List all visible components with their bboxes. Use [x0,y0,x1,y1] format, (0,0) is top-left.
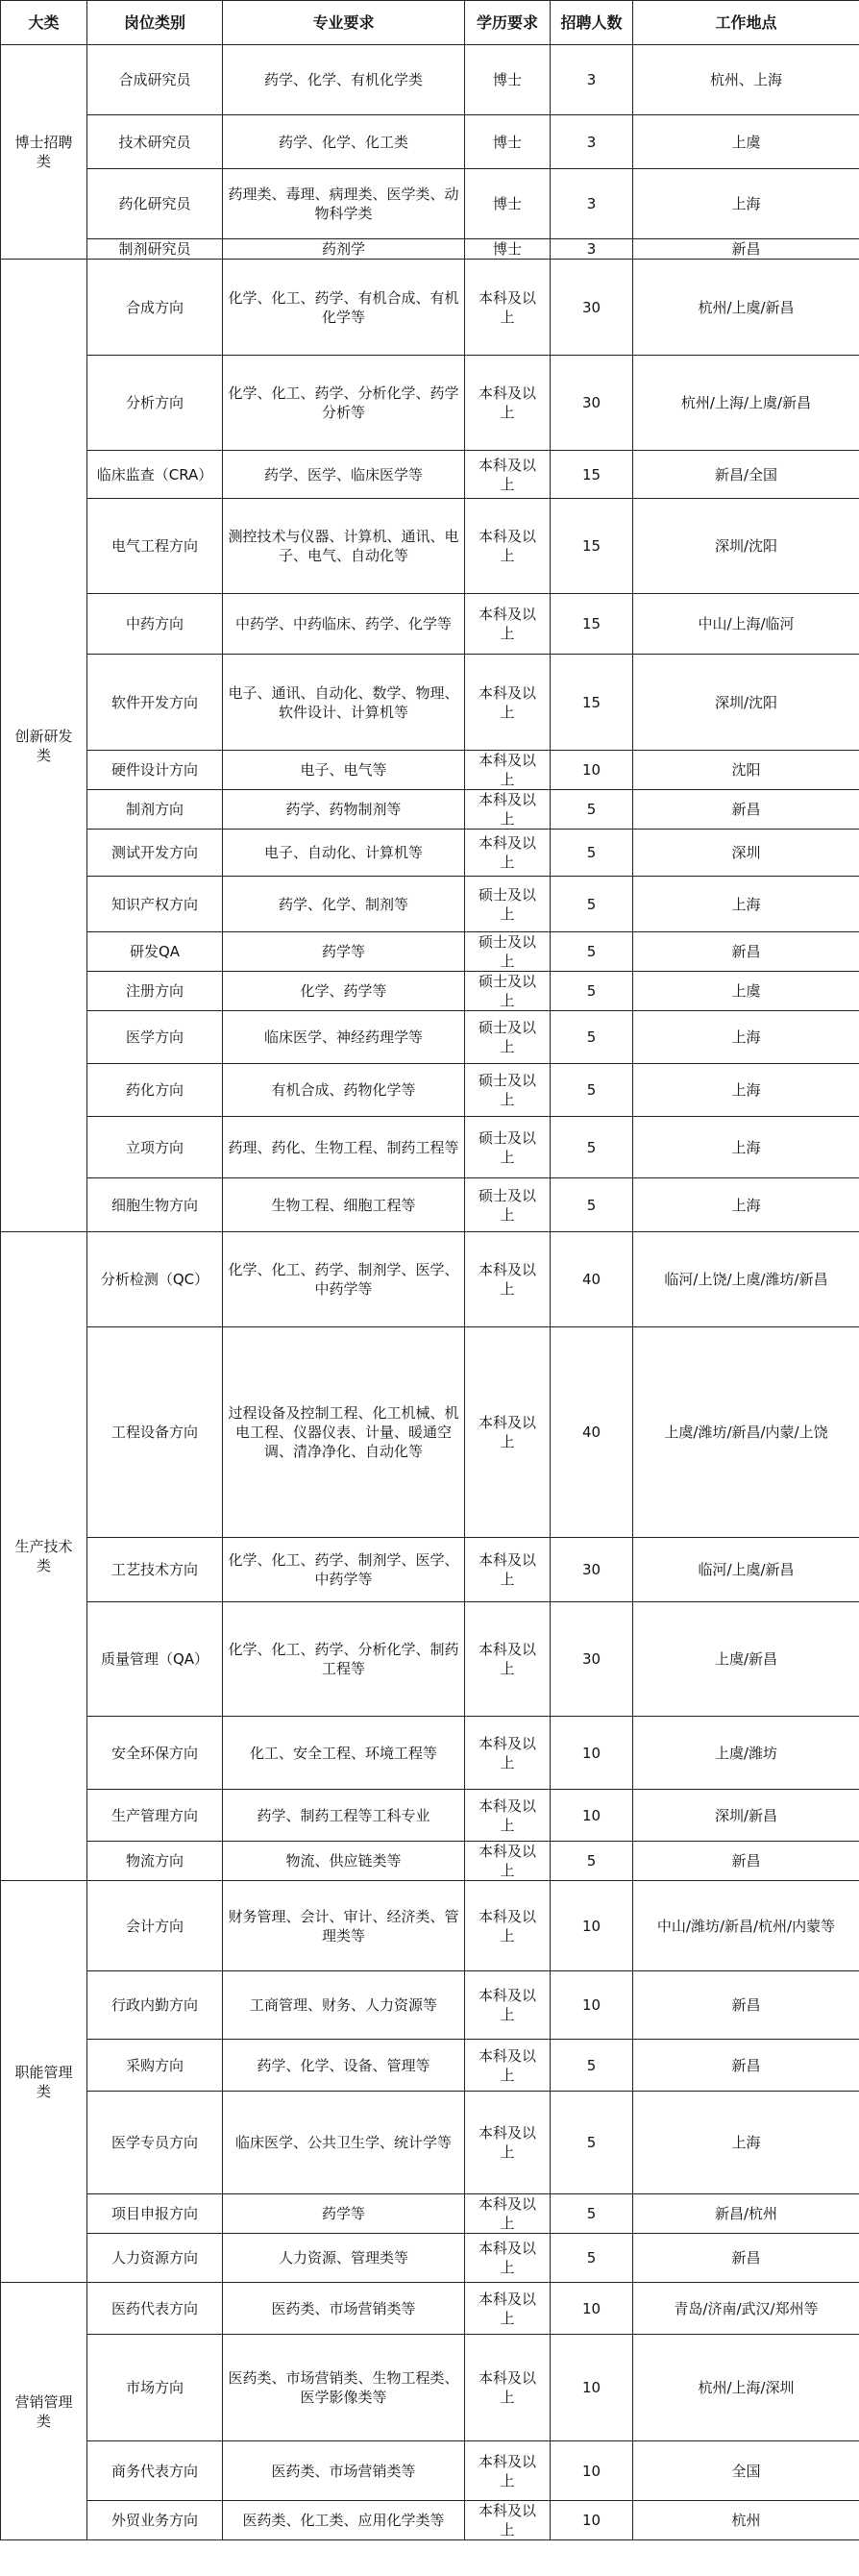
count-cell: 30 [551,356,633,451]
location-cell: 上虞/新昌 [633,1602,859,1717]
major-cell: 医药类、市场营销类、生物工程类、医学影像类等 [223,2335,465,2441]
location-cell: 新昌/杭州 [633,2194,859,2234]
major-cell: 化工、安全工程、环境工程等 [223,1717,465,1790]
table-row [1,1011,859,1064]
position-cell: 电气工程方向 [87,499,223,594]
count-cell: 10 [551,2283,633,2335]
location-cell: 上虞 [633,115,859,169]
degree-cell: 硕士及以上 [465,877,551,932]
count-cell: 3 [551,115,633,169]
major-cell: 人力资源、管理类等 [223,2234,465,2283]
count-cell: 5 [551,1011,633,1064]
degree-cell: 本科及以上 [465,830,551,877]
major-cell: 药学等 [223,2194,465,2234]
location-cell: 中山/潍坊/新昌/杭州/内蒙等 [633,1881,859,1971]
major-cell: 化学、化工、药学、有机合成、有机化学等 [223,260,465,356]
location-cell: 新昌 [633,1971,859,2040]
degree-cell: 本科及以上 [465,790,551,830]
location-cell: 新昌 [633,239,859,260]
header-cell: 学历要求 [465,1,551,45]
position-cell: 合成研究员 [87,45,223,115]
category-phd: 博士招聘类 [1,45,87,260]
position-cell: 分析检测（QC） [87,1232,223,1327]
degree-cell: 硕士及以上 [465,1011,551,1064]
header-cell: 工作地点 [633,1,859,45]
degree-cell: 硕士及以上 [465,1178,551,1232]
degree-cell: 本科及以上 [465,594,551,655]
major-cell: 药剂学 [223,239,465,260]
count-cell: 10 [551,1717,633,1790]
location-cell: 杭州/上虞/新昌 [633,260,859,356]
count-cell: 10 [551,1971,633,2040]
table-row [1,169,859,239]
degree-cell: 本科及以上 [465,1327,551,1538]
major-cell: 测控技术与仪器、计算机、通讯、电子、电气、自动化等 [223,499,465,594]
table-row [1,751,859,790]
degree-cell: 本科及以上 [465,451,551,499]
position-cell: 项目申报方向 [87,2194,223,2234]
major-cell: 药学、化学、制剂等 [223,877,465,932]
position-cell: 知识产权方向 [87,877,223,932]
location-cell: 沈阳 [633,751,859,790]
position-cell: 药化研究员 [87,169,223,239]
major-cell: 电子、通讯、自动化、数学、物理、软件设计、计算机等 [223,655,465,751]
location-cell: 上虞/潍坊/新昌/内蒙/上饶 [633,1327,859,1538]
category-rd: 创新研发类 [1,260,87,1232]
count-cell: 15 [551,499,633,594]
table-row [1,1881,859,1971]
position-cell: 软件开发方向 [87,655,223,751]
count-cell: 5 [551,972,633,1011]
count-cell: 15 [551,451,633,499]
table-row [1,830,859,877]
location-cell: 上海 [633,1117,859,1178]
degree-cell: 本科及以上 [465,2092,551,2194]
major-cell: 中药学、中药临床、药学、化学等 [223,594,465,655]
table-row [1,2092,859,2194]
count-cell: 15 [551,594,633,655]
location-cell: 全国 [633,2441,859,2501]
major-cell: 物流、供应链类等 [223,1842,465,1881]
position-cell: 测试开发方向 [87,830,223,877]
degree-cell: 本科及以上 [465,1602,551,1717]
table-row [1,972,859,1011]
location-cell: 新昌 [633,790,859,830]
header-cell: 专业要求 [223,1,465,45]
major-cell: 医药类、市场营销类等 [223,2441,465,2501]
degree-cell: 硕士及以上 [465,1064,551,1117]
header-cell: 大类 [1,1,87,45]
table-row [1,2283,859,2335]
major-cell: 工商管理、财务、人力资源等 [223,1971,465,2040]
location-cell: 新昌 [633,932,859,972]
position-cell: 商务代表方向 [87,2441,223,2501]
count-cell: 5 [551,1064,633,1117]
position-cell: 工艺技术方向 [87,1538,223,1602]
table-row [1,260,859,356]
location-cell: 上海 [633,1011,859,1064]
degree-cell: 本科及以上 [465,1881,551,1971]
position-cell: 中药方向 [87,594,223,655]
count-cell: 5 [551,790,633,830]
table-row [1,451,859,499]
major-cell: 电子、自动化、计算机等 [223,830,465,877]
category-marketing: 营销管理类 [1,2283,87,2540]
count-cell: 3 [551,169,633,239]
table-row [1,1842,859,1881]
position-cell: 制剂研究员 [87,239,223,260]
table-row [1,1971,859,2040]
degree-cell: 博士 [465,239,551,260]
degree-cell: 本科及以上 [465,356,551,451]
header-cell: 招聘人数 [551,1,633,45]
major-cell: 药理类、毒理、病理类、医学类、动物科学类 [223,169,465,239]
degree-cell: 本科及以上 [465,2283,551,2335]
count-cell: 10 [551,2335,633,2441]
count-cell: 10 [551,2501,633,2540]
major-cell: 化学、药学等 [223,972,465,1011]
major-cell: 有机合成、药物化学等 [223,1064,465,1117]
position-cell: 物流方向 [87,1842,223,1881]
major-cell: 药学、制药工程等工科专业 [223,1790,465,1842]
degree-cell: 硕士及以上 [465,1117,551,1178]
degree-cell: 硕士及以上 [465,932,551,972]
position-cell: 临床监查（CRA） [87,451,223,499]
count-cell: 5 [551,1178,633,1232]
table-row [1,1602,859,1717]
major-cell: 化学、化工、药学、分析化学、制药工程等 [223,1602,465,1717]
major-cell: 药学、化学、有机化学类 [223,45,465,115]
table-row [1,2234,859,2283]
count-cell: 15 [551,655,633,751]
degree-cell: 本科及以上 [465,2335,551,2441]
count-cell: 5 [551,2194,633,2234]
position-cell: 分析方向 [87,356,223,451]
location-cell: 深圳/新昌 [633,1790,859,1842]
count-cell: 5 [551,830,633,877]
count-cell: 30 [551,1538,633,1602]
location-cell: 上海 [633,169,859,239]
table-row [1,1327,859,1538]
position-cell: 人力资源方向 [87,2234,223,2283]
category-admin: 职能管理类 [1,1881,87,2283]
count-cell: 30 [551,260,633,356]
location-cell: 杭州 [633,2501,859,2540]
degree-cell: 本科及以上 [465,2194,551,2234]
major-cell: 药学、化学、化工类 [223,115,465,169]
table-row [1,877,859,932]
table-row [1,1538,859,1602]
position-cell: 市场方向 [87,2335,223,2441]
degree-cell: 本科及以上 [465,2234,551,2283]
degree-cell: 本科及以上 [465,1538,551,1602]
degree-cell: 硕士及以上 [465,972,551,1011]
degree-cell: 本科及以上 [465,751,551,790]
location-cell: 杭州/上海/深圳 [633,2335,859,2441]
count-cell: 5 [551,1842,633,1881]
position-cell: 研发QA [87,932,223,972]
location-cell: 上海 [633,2092,859,2194]
major-cell: 药学等 [223,932,465,972]
degree-cell: 本科及以上 [465,260,551,356]
position-cell: 质量管理（QA） [87,1602,223,1717]
degree-cell: 本科及以上 [465,2441,551,2501]
major-cell: 化学、化工、药学、分析化学、药学分析等 [223,356,465,451]
table-row [1,2335,859,2441]
major-cell: 药学、化学、设备、管理等 [223,2040,465,2092]
location-cell: 深圳/沈阳 [633,499,859,594]
table-row [1,932,859,972]
table-row [1,2040,859,2092]
location-cell: 杭州/上海/上虞/新昌 [633,356,859,451]
location-cell: 上海 [633,1178,859,1232]
position-cell: 注册方向 [87,972,223,1011]
count-cell: 40 [551,1232,633,1327]
major-cell: 临床医学、公共卫生学、统计学等 [223,2092,465,2194]
position-cell: 医学方向 [87,1011,223,1064]
position-cell: 合成方向 [87,260,223,356]
table-row [1,594,859,655]
position-cell: 制剂方向 [87,790,223,830]
position-cell: 工程设备方向 [87,1327,223,1538]
count-cell: 3 [551,45,633,115]
header-row [1,1,859,45]
count-cell: 10 [551,2441,633,2501]
position-cell: 行政内勤方向 [87,1971,223,2040]
location-cell: 深圳 [633,830,859,877]
major-cell: 药理、药化、生物工程、制药工程等 [223,1117,465,1178]
location-cell: 上虞 [633,972,859,1011]
major-cell: 化学、化工、药学、制剂学、医学、中药学等 [223,1232,465,1327]
major-cell: 医药类、化工类、应用化学类等 [223,2501,465,2540]
table-row [1,239,859,260]
count-cell: 5 [551,877,633,932]
degree-cell: 本科及以上 [465,2501,551,2540]
major-cell: 电子、电气等 [223,751,465,790]
table-row [1,655,859,751]
degree-cell: 本科及以上 [465,1790,551,1842]
major-cell: 生物工程、细胞工程等 [223,1178,465,1232]
count-cell: 10 [551,751,633,790]
table-row [1,2441,859,2501]
position-cell: 医学专员方向 [87,2092,223,2194]
table-row [1,1232,859,1327]
table-row [1,499,859,594]
major-cell: 过程设备及控制工程、化工机械、机电工程、仪器仪表、计量、暖通空调、清净净化、自动化等 [223,1327,465,1538]
category-production: 生产技术类 [1,1232,87,1881]
major-cell: 临床医学、神经药理学等 [223,1011,465,1064]
count-cell: 5 [551,1117,633,1178]
table-row [1,1064,859,1117]
count-cell: 5 [551,2092,633,2194]
table-row [1,356,859,451]
position-cell: 外贸业务方向 [87,2501,223,2540]
major-cell: 药学、药物制剂等 [223,790,465,830]
degree-cell: 本科及以上 [465,2040,551,2092]
location-cell: 新昌/全国 [633,451,859,499]
major-cell: 药学、医学、临床医学等 [223,451,465,499]
table-row [1,115,859,169]
position-cell: 采购方向 [87,2040,223,2092]
location-cell: 上海 [633,1064,859,1117]
position-cell: 安全环保方向 [87,1717,223,1790]
position-cell: 技术研究员 [87,115,223,169]
major-cell: 医药类、市场营销类等 [223,2283,465,2335]
position-cell: 药化方向 [87,1064,223,1117]
location-cell: 临河/上虞/新昌 [633,1538,859,1602]
degree-cell: 本科及以上 [465,655,551,751]
table-row [1,1717,859,1790]
position-cell: 医药代表方向 [87,2283,223,2335]
degree-cell: 本科及以上 [465,1232,551,1327]
position-cell: 硬件设计方向 [87,751,223,790]
degree-cell: 本科及以上 [465,499,551,594]
location-cell: 新昌 [633,1842,859,1881]
location-cell: 深圳/沈阳 [633,655,859,751]
count-cell: 5 [551,932,633,972]
count-cell: 10 [551,1790,633,1842]
position-cell: 细胞生物方向 [87,1178,223,1232]
major-cell: 化学、化工、药学、制剂学、医学、中药学等 [223,1538,465,1602]
position-cell: 立项方向 [87,1117,223,1178]
table-row [1,1178,859,1232]
table-row [1,2194,859,2234]
degree-cell: 本科及以上 [465,1971,551,2040]
degree-cell: 博士 [465,169,551,239]
count-cell: 10 [551,1881,633,1971]
location-cell: 上海 [633,877,859,932]
location-cell: 上虞/潍坊 [633,1717,859,1790]
count-cell: 5 [551,2234,633,2283]
table-row [1,2501,859,2540]
location-cell: 新昌 [633,2234,859,2283]
position-cell: 生产管理方向 [87,1790,223,1842]
degree-cell: 本科及以上 [465,1842,551,1881]
degree-cell: 博士 [465,45,551,115]
count-cell: 3 [551,239,633,260]
table-row [1,1117,859,1178]
location-cell: 中山/上海/临河 [633,594,859,655]
table-row [1,790,859,830]
position-cell: 会计方向 [87,1881,223,1971]
table-row [1,1790,859,1842]
location-cell: 新昌 [633,2040,859,2092]
header-cell: 岗位类别 [87,1,223,45]
count-cell: 40 [551,1327,633,1538]
table-row [1,45,859,115]
location-cell: 青岛/济南/武汉/郑州等 [633,2283,859,2335]
degree-cell: 博士 [465,115,551,169]
count-cell: 30 [551,1602,633,1717]
count-cell: 5 [551,2040,633,2092]
location-cell: 杭州、上海 [633,45,859,115]
major-cell: 财务管理、会计、审计、经济类、管理类等 [223,1881,465,1971]
location-cell: 临河/上饶/上虞/潍坊/新昌 [633,1232,859,1327]
table-body [1,45,859,2540]
degree-cell: 本科及以上 [465,1717,551,1790]
